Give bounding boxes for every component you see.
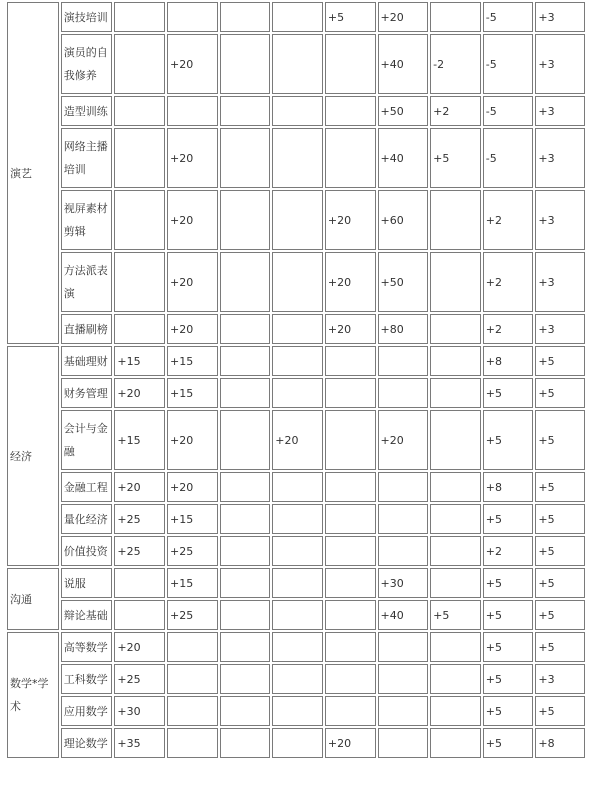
value-cell	[114, 600, 165, 630]
value-cell: +3	[535, 34, 585, 94]
value-cell	[325, 664, 376, 694]
value-cell	[325, 600, 376, 630]
value-cell	[272, 504, 323, 534]
value-cell	[272, 536, 323, 566]
value-cell	[272, 632, 323, 662]
value-cell	[220, 34, 271, 94]
value-cell	[220, 568, 271, 598]
skill-name-cell: 高等数学	[61, 632, 113, 662]
value-cell	[272, 664, 323, 694]
value-cell	[272, 378, 323, 408]
skill-name-cell: 理论数学	[61, 728, 113, 758]
value-cell: +5	[535, 504, 585, 534]
value-cell: +25	[114, 504, 165, 534]
value-cell: +15	[167, 346, 218, 376]
value-cell: +5	[483, 378, 534, 408]
value-cell	[325, 696, 376, 726]
table-row	[7, 600, 585, 630]
value-cell	[114, 34, 165, 94]
value-cell	[220, 346, 271, 376]
value-cell: -5	[483, 34, 534, 94]
value-cell: +5	[535, 600, 585, 630]
value-cell	[325, 472, 376, 502]
table-row	[7, 378, 585, 408]
value-cell	[272, 190, 323, 250]
skill-name-cell: 直播刷榜	[61, 314, 113, 344]
value-cell	[430, 2, 481, 32]
value-cell: +25	[167, 600, 218, 630]
category-cell: 沟通	[7, 568, 59, 630]
value-cell	[430, 632, 481, 662]
skill-name-cell: 量化经济	[61, 504, 113, 534]
value-cell	[220, 128, 271, 188]
value-cell: +2	[483, 190, 534, 250]
value-cell	[325, 568, 376, 598]
value-cell: +5	[535, 632, 585, 662]
value-cell: +40	[378, 600, 429, 630]
value-cell	[378, 378, 429, 408]
value-cell: +5	[535, 378, 585, 408]
value-cell	[167, 664, 218, 694]
value-cell: +3	[535, 664, 585, 694]
value-cell	[430, 728, 481, 758]
table-row	[7, 190, 585, 250]
value-cell: +5	[483, 568, 534, 598]
table-body	[7, 2, 585, 758]
value-cell: +5	[430, 128, 481, 188]
value-cell	[220, 96, 271, 126]
skill-name-cell: 会计与金融	[61, 410, 113, 470]
value-cell	[272, 728, 323, 758]
value-cell	[430, 252, 481, 312]
value-cell: +5	[535, 568, 585, 598]
value-cell: +2	[483, 536, 534, 566]
value-cell	[325, 504, 376, 534]
skill-name-cell: 说服	[61, 568, 113, 598]
table-row	[7, 314, 585, 344]
value-cell	[325, 378, 376, 408]
value-cell: +20	[325, 314, 376, 344]
value-cell: +5	[483, 600, 534, 630]
value-cell: +20	[167, 190, 218, 250]
value-cell	[114, 252, 165, 312]
value-cell	[430, 314, 481, 344]
table-row	[7, 128, 585, 188]
value-cell	[378, 632, 429, 662]
value-cell: +8	[535, 728, 585, 758]
value-cell	[220, 504, 271, 534]
value-cell: +5	[483, 728, 534, 758]
skill-name-cell: 工科数学	[61, 664, 113, 694]
skills-table-wrapper	[5, 0, 587, 760]
skill-name-cell: 演技培训	[61, 2, 113, 32]
value-cell	[272, 2, 323, 32]
value-cell: +40	[378, 128, 429, 188]
value-cell: +40	[378, 34, 429, 94]
value-cell: +20	[325, 728, 376, 758]
value-cell	[378, 504, 429, 534]
value-cell: +50	[378, 96, 429, 126]
value-cell: +20	[167, 34, 218, 94]
table-row	[7, 664, 585, 694]
skill-name-cell: 方法派表演	[61, 252, 113, 312]
value-cell: +30	[114, 696, 165, 726]
skill-name-cell: 应用数学	[61, 696, 113, 726]
value-cell	[272, 252, 323, 312]
value-cell	[114, 314, 165, 344]
value-cell	[325, 128, 376, 188]
value-cell	[220, 632, 271, 662]
value-cell: +3	[535, 96, 585, 126]
value-cell: +5	[535, 472, 585, 502]
value-cell	[272, 314, 323, 344]
value-cell	[272, 696, 323, 726]
value-cell: +80	[378, 314, 429, 344]
value-cell: +20	[167, 128, 218, 188]
value-cell	[272, 96, 323, 126]
value-cell	[114, 568, 165, 598]
value-cell: +5	[483, 504, 534, 534]
value-cell: +25	[167, 536, 218, 566]
category-cell: 演艺	[7, 2, 59, 344]
value-cell	[430, 346, 481, 376]
skill-name-cell: 基础理财	[61, 346, 113, 376]
value-cell	[378, 472, 429, 502]
value-cell	[430, 568, 481, 598]
value-cell: +60	[378, 190, 429, 250]
value-cell: +2	[483, 252, 534, 312]
value-cell: +20	[378, 410, 429, 470]
value-cell: +15	[167, 504, 218, 534]
skill-name-cell: 金融工程	[61, 472, 113, 502]
value-cell	[220, 536, 271, 566]
value-cell	[220, 378, 271, 408]
value-cell: +3	[535, 190, 585, 250]
value-cell	[220, 472, 271, 502]
value-cell: +20	[167, 252, 218, 312]
value-cell	[430, 696, 481, 726]
skill-name-cell: 财务管理	[61, 378, 113, 408]
value-cell: +5	[535, 410, 585, 470]
table-row	[7, 346, 585, 376]
value-cell: -5	[483, 96, 534, 126]
value-cell	[378, 536, 429, 566]
value-cell	[220, 664, 271, 694]
value-cell: +5	[535, 346, 585, 376]
value-cell: +5	[483, 664, 534, 694]
table-row	[7, 504, 585, 534]
table-row	[7, 568, 585, 598]
value-cell	[325, 410, 376, 470]
table-row	[7, 696, 585, 726]
value-cell	[430, 504, 481, 534]
value-cell	[220, 190, 271, 250]
value-cell: +15	[114, 346, 165, 376]
value-cell	[220, 314, 271, 344]
value-cell: -2	[430, 34, 481, 94]
value-cell	[272, 472, 323, 502]
value-cell: +15	[167, 378, 218, 408]
value-cell: +8	[483, 346, 534, 376]
value-cell: +5	[535, 536, 585, 566]
value-cell	[220, 696, 271, 726]
category-cell: 经济	[7, 346, 59, 566]
value-cell: +20	[114, 632, 165, 662]
value-cell	[430, 472, 481, 502]
value-cell: +3	[535, 2, 585, 32]
value-cell: +30	[378, 568, 429, 598]
value-cell: +20	[378, 2, 429, 32]
value-cell	[272, 346, 323, 376]
value-cell: +5	[430, 600, 481, 630]
skill-name-cell: 演员的自我修养	[61, 34, 113, 94]
value-cell	[220, 600, 271, 630]
table-row	[7, 728, 585, 758]
value-cell	[220, 728, 271, 758]
value-cell	[114, 128, 165, 188]
category-cell: 数学*学术	[7, 632, 59, 758]
value-cell: +20	[272, 410, 323, 470]
skill-name-cell: 网络主播培训	[61, 128, 113, 188]
value-cell	[167, 696, 218, 726]
value-cell	[220, 252, 271, 312]
value-cell	[430, 410, 481, 470]
value-cell: +5	[535, 696, 585, 726]
value-cell: +3	[535, 252, 585, 312]
value-cell: +3	[535, 128, 585, 188]
table-row	[7, 632, 585, 662]
value-cell	[272, 128, 323, 188]
value-cell: +20	[325, 190, 376, 250]
value-cell: +15	[167, 568, 218, 598]
value-cell: +20	[167, 472, 218, 502]
value-cell	[325, 34, 376, 94]
value-cell: +20	[114, 472, 165, 502]
value-cell: +5	[483, 632, 534, 662]
skill-name-cell: 价值投资	[61, 536, 113, 566]
value-cell: +25	[114, 536, 165, 566]
value-cell: +15	[114, 410, 165, 470]
table-row	[7, 472, 585, 502]
value-cell	[430, 378, 481, 408]
value-cell	[430, 664, 481, 694]
table-row	[7, 34, 585, 94]
value-cell	[167, 96, 218, 126]
value-cell: +50	[378, 252, 429, 312]
value-cell	[378, 346, 429, 376]
table-row	[7, 96, 585, 126]
value-cell	[272, 568, 323, 598]
value-cell	[167, 2, 218, 32]
value-cell: +5	[483, 696, 534, 726]
value-cell: +20	[167, 314, 218, 344]
value-cell: -5	[483, 2, 534, 32]
skill-name-cell: 造型训练	[61, 96, 113, 126]
table-row	[7, 536, 585, 566]
value-cell: -5	[483, 128, 534, 188]
value-cell: +2	[483, 314, 534, 344]
value-cell	[272, 600, 323, 630]
value-cell: +20	[325, 252, 376, 312]
value-cell: +5	[325, 2, 376, 32]
value-cell: +20	[114, 378, 165, 408]
value-cell	[272, 34, 323, 94]
skill-name-cell: 视屏素材剪辑	[61, 190, 113, 250]
value-cell: +2	[430, 96, 481, 126]
value-cell: +8	[483, 472, 534, 502]
value-cell	[167, 728, 218, 758]
value-cell	[325, 96, 376, 126]
value-cell	[378, 728, 429, 758]
value-cell	[378, 664, 429, 694]
value-cell	[430, 536, 481, 566]
value-cell	[325, 536, 376, 566]
value-cell	[220, 2, 271, 32]
value-cell: +3	[535, 314, 585, 344]
table-row	[7, 2, 585, 32]
value-cell: +25	[114, 664, 165, 694]
value-cell	[378, 696, 429, 726]
skill-name-cell: 辩论基础	[61, 600, 113, 630]
value-cell	[114, 96, 165, 126]
value-cell	[325, 632, 376, 662]
value-cell: +35	[114, 728, 165, 758]
table-row	[7, 252, 585, 312]
value-cell	[114, 2, 165, 32]
value-cell	[114, 190, 165, 250]
value-cell: +5	[483, 410, 534, 470]
value-cell	[167, 632, 218, 662]
value-cell	[220, 410, 271, 470]
value-cell: +20	[167, 410, 218, 470]
table-row	[7, 410, 585, 470]
skills-table	[5, 0, 587, 760]
value-cell	[325, 346, 376, 376]
value-cell	[430, 190, 481, 250]
